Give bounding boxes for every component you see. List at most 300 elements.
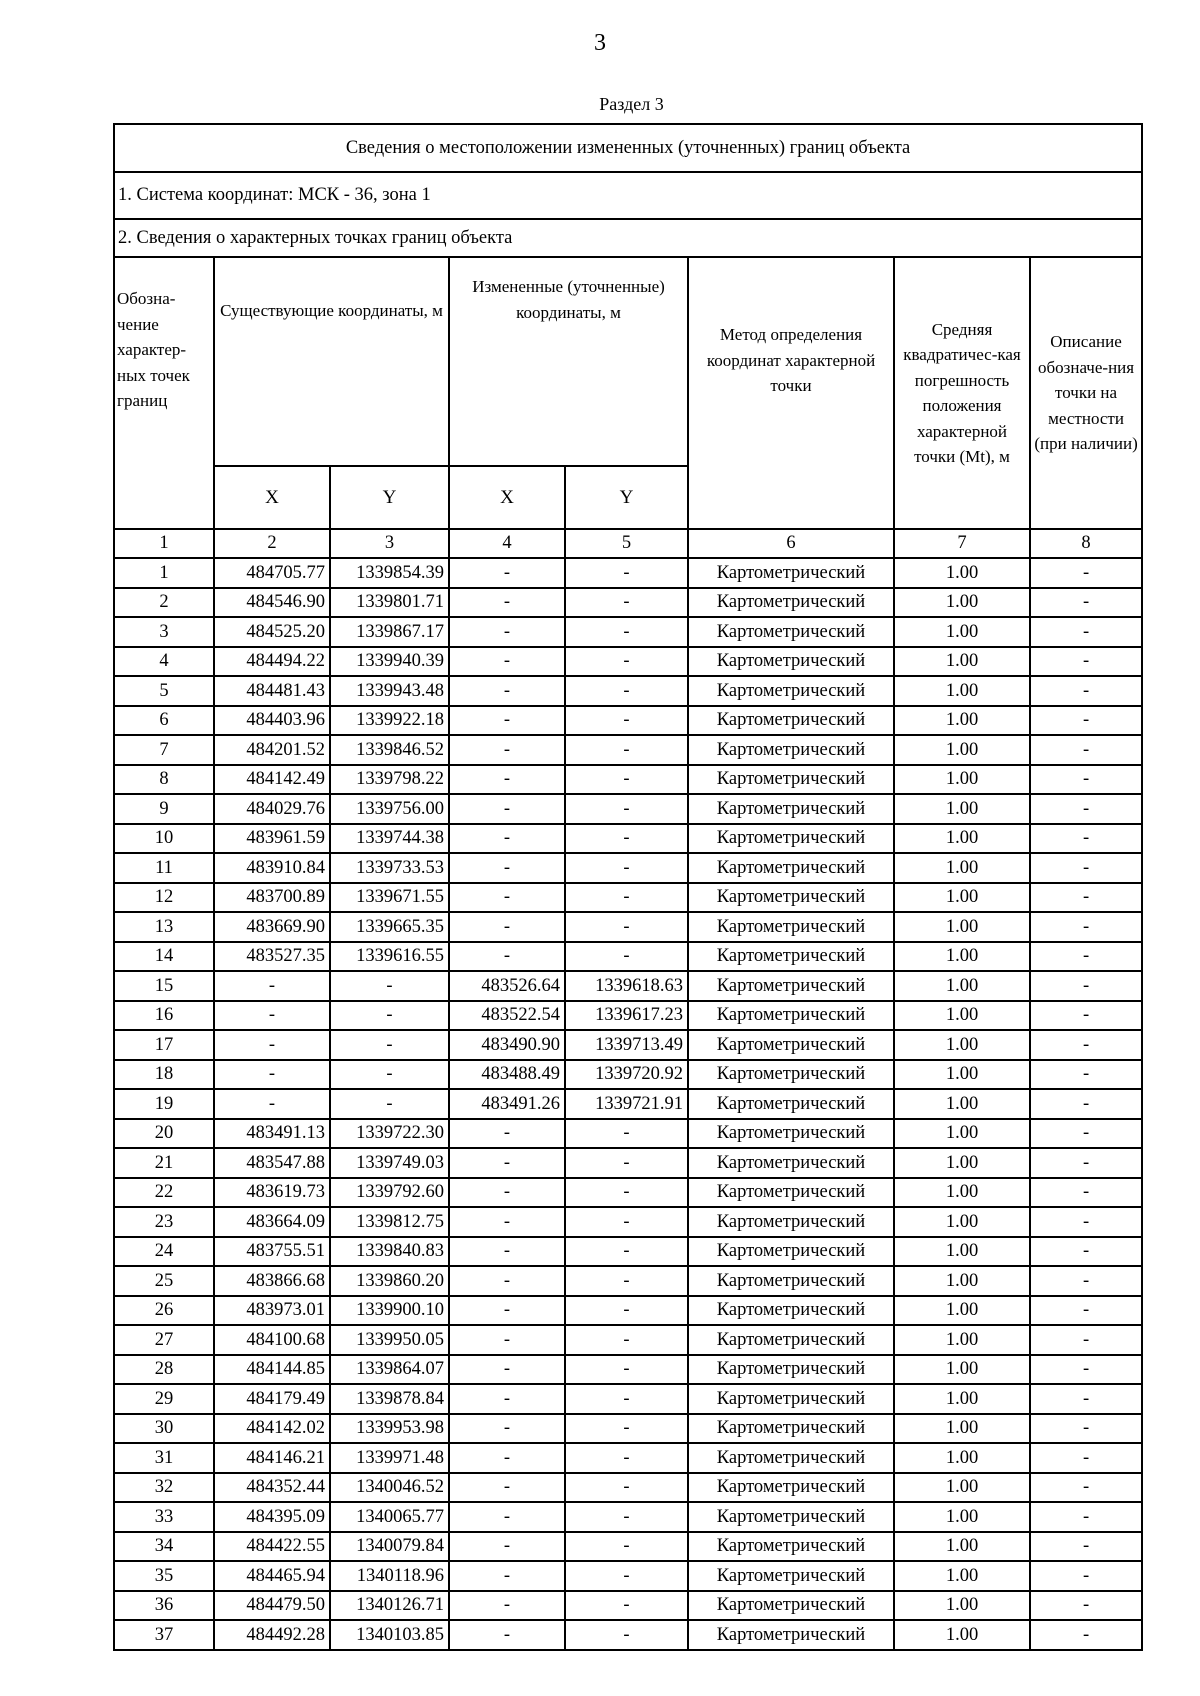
error-mt-cell: 1.00 — [894, 912, 1030, 942]
method-cell: Картометрический — [688, 1325, 894, 1355]
existing-y-cell: 1340046.52 — [330, 1473, 449, 1503]
changed-x-cell: - — [449, 824, 565, 854]
description-cell: - — [1030, 824, 1142, 854]
existing-x-cell: - — [214, 1001, 330, 1031]
existing-y-cell: 1339950.05 — [330, 1325, 449, 1355]
point-number-cell: 14 — [114, 942, 214, 972]
error-mt-cell: 1.00 — [894, 1620, 1030, 1650]
existing-x-cell: 484100.68 — [214, 1325, 330, 1355]
existing-x-cell: 484146.21 — [214, 1443, 330, 1473]
changed-x-cell: - — [449, 765, 565, 795]
description-cell: - — [1030, 883, 1142, 913]
existing-y-cell: 1339749.03 — [330, 1148, 449, 1178]
error-mt-cell: 1.00 — [894, 1532, 1030, 1562]
description-cell: - — [1030, 1561, 1142, 1591]
method-cell: Картометрический — [688, 617, 894, 647]
page-number: 3 — [594, 30, 606, 56]
error-mt-cell: 1.00 — [894, 1296, 1030, 1326]
changed-y-cell: - — [565, 1148, 688, 1178]
changed-x-cell: - — [449, 1237, 565, 1267]
changed-x-cell: - — [449, 647, 565, 677]
existing-x-cell: 483910.84 — [214, 853, 330, 883]
description-cell: - — [1030, 617, 1142, 647]
header-description: Описание обозначе-ния точки на местности (при наличии) — [1030, 257, 1142, 529]
table-row — [114, 588, 1142, 618]
changed-x-cell: - — [449, 1325, 565, 1355]
method-cell: Картометрический — [688, 1502, 894, 1532]
column-number: 7 — [894, 529, 1030, 558]
existing-x-cell: 483669.90 — [214, 912, 330, 942]
changed-y-cell: - — [565, 1266, 688, 1296]
changed-y-cell: - — [565, 1502, 688, 1532]
method-cell: Картометрический — [688, 824, 894, 854]
description-cell: - — [1030, 1178, 1142, 1208]
changed-x-cell: - — [449, 942, 565, 972]
description-cell: - — [1030, 706, 1142, 736]
error-mt-cell: 1.00 — [894, 971, 1030, 1001]
error-mt-cell: 1.00 — [894, 794, 1030, 824]
point-number-cell: 11 — [114, 853, 214, 883]
error-mt-cell: 1.00 — [894, 765, 1030, 795]
point-number-cell: 26 — [114, 1296, 214, 1326]
table-row — [114, 1355, 1142, 1385]
changed-y-cell: - — [565, 1237, 688, 1267]
existing-y-cell: 1339940.39 — [330, 647, 449, 677]
point-number-cell: 34 — [114, 1532, 214, 1562]
method-cell: Картометрический — [688, 794, 894, 824]
description-cell: - — [1030, 1620, 1142, 1650]
point-number-cell: 15 — [114, 971, 214, 1001]
changed-y-cell: - — [565, 1532, 688, 1562]
table-row — [114, 1473, 1142, 1503]
existing-y-cell: 1339733.53 — [330, 853, 449, 883]
table-row — [114, 647, 1142, 677]
description-cell: - — [1030, 1532, 1142, 1562]
point-number-cell: 19 — [114, 1089, 214, 1119]
method-cell: Картометрический — [688, 942, 894, 972]
point-number-cell: 20 — [114, 1119, 214, 1149]
existing-y-cell: 1339867.17 — [330, 617, 449, 647]
description-cell: - — [1030, 1414, 1142, 1444]
method-cell: Картометрический — [688, 1532, 894, 1562]
changed-y-cell: - — [565, 1443, 688, 1473]
existing-y-cell: 1339971.48 — [330, 1443, 449, 1473]
table-row — [114, 1561, 1142, 1591]
header-error: Средняя квадратичес-кая погрешность положения характерной точки (Mt), м — [894, 257, 1030, 529]
existing-y-cell: 1339798.22 — [330, 765, 449, 795]
method-cell: Картометрический — [688, 1591, 894, 1621]
method-cell: Картометрический — [688, 706, 894, 736]
existing-y-cell: 1340118.96 — [330, 1561, 449, 1591]
method-cell: Картометрический — [688, 1119, 894, 1149]
changed-x-cell: - — [449, 735, 565, 765]
changed-y-cell: - — [565, 883, 688, 913]
point-number-cell: 29 — [114, 1384, 214, 1414]
point-number-cell: 32 — [114, 1473, 214, 1503]
method-cell: Картометрический — [688, 1207, 894, 1237]
table-title: Сведения о местоположении измененных (уточненных) границ объекта — [114, 124, 1142, 172]
method-cell: Картометрический — [688, 1473, 894, 1503]
existing-y-cell: 1339756.00 — [330, 794, 449, 824]
existing-x-cell: 484201.52 — [214, 735, 330, 765]
existing-y-cell: 1340103.85 — [330, 1620, 449, 1650]
changed-y-cell: - — [565, 1620, 688, 1650]
existing-x-cell: 484705.77 — [214, 558, 330, 588]
existing-y-cell: 1339744.38 — [330, 824, 449, 854]
changed-y-cell: 1339618.63 — [565, 971, 688, 1001]
method-cell: Картометрический — [688, 1355, 894, 1385]
description-cell: - — [1030, 558, 1142, 588]
table-row — [114, 794, 1142, 824]
changed-y-cell: 1339617.23 — [565, 1001, 688, 1031]
changed-y-cell: - — [565, 1296, 688, 1326]
changed-y-cell: - — [565, 588, 688, 618]
changed-x-cell: 483522.54 — [449, 1001, 565, 1031]
header-changed-coordinates: Измененные (уточненные) координаты, м — [449, 257, 688, 466]
error-mt-cell: 1.00 — [894, 1266, 1030, 1296]
column-number: 6 — [688, 529, 894, 558]
point-number-cell: 28 — [114, 1355, 214, 1385]
table-row — [114, 1178, 1142, 1208]
error-mt-cell: 1.00 — [894, 558, 1030, 588]
existing-y-cell: 1339801.71 — [330, 588, 449, 618]
method-cell: Картометрический — [688, 1001, 894, 1031]
boundary-points-table — [113, 123, 1143, 1651]
changed-x-cell: - — [449, 1532, 565, 1562]
point-number-cell: 6 — [114, 706, 214, 736]
changed-y-cell: - — [565, 1325, 688, 1355]
point-number-cell: 35 — [114, 1561, 214, 1591]
changed-x-cell: - — [449, 617, 565, 647]
existing-y-cell: - — [330, 1089, 449, 1119]
point-number-cell: 25 — [114, 1266, 214, 1296]
error-mt-cell: 1.00 — [894, 853, 1030, 883]
existing-x-cell: 484179.49 — [214, 1384, 330, 1414]
table-row — [114, 676, 1142, 706]
description-cell: - — [1030, 765, 1142, 795]
error-mt-cell: 1.00 — [894, 1001, 1030, 1031]
changed-y-cell: - — [565, 1119, 688, 1149]
description-cell: - — [1030, 1001, 1142, 1031]
changed-y-cell: - — [565, 1384, 688, 1414]
table-row — [114, 912, 1142, 942]
point-number-cell: 33 — [114, 1502, 214, 1532]
changed-y-cell: 1339721.91 — [565, 1089, 688, 1119]
existing-x-cell: 483755.51 — [214, 1237, 330, 1267]
column-number: 1 — [114, 529, 214, 558]
error-mt-cell: 1.00 — [894, 1325, 1030, 1355]
changed-y-cell: - — [565, 1178, 688, 1208]
changed-x-cell: - — [449, 1561, 565, 1591]
description-cell: - — [1030, 1119, 1142, 1149]
point-number-cell: 4 — [114, 647, 214, 677]
changed-x-cell: - — [449, 1473, 565, 1503]
existing-x-cell: - — [214, 1089, 330, 1119]
error-mt-cell: 1.00 — [894, 647, 1030, 677]
table-row — [114, 1384, 1142, 1414]
method-cell: Картометрический — [688, 971, 894, 1001]
existing-y-cell: - — [330, 971, 449, 1001]
table-row — [114, 1119, 1142, 1149]
method-cell: Картометрический — [688, 1089, 894, 1119]
point-number-cell: 27 — [114, 1325, 214, 1355]
changed-x-cell: - — [449, 1296, 565, 1326]
description-cell: - — [1030, 1296, 1142, 1326]
existing-x-cell: 484352.44 — [214, 1473, 330, 1503]
existing-x-cell: 484142.02 — [214, 1414, 330, 1444]
table-row — [114, 1591, 1142, 1621]
error-mt-cell: 1.00 — [894, 1178, 1030, 1208]
changed-x-cell: - — [449, 1443, 565, 1473]
description-cell: - — [1030, 853, 1142, 883]
changed-x-cell: - — [449, 1591, 565, 1621]
point-number-cell: 1 — [114, 558, 214, 588]
point-number-cell: 16 — [114, 1001, 214, 1031]
method-cell: Картометрический — [688, 588, 894, 618]
existing-x-cell: 484403.96 — [214, 706, 330, 736]
changed-x-cell: - — [449, 1148, 565, 1178]
existing-x-cell: 484465.94 — [214, 1561, 330, 1591]
table-row — [114, 883, 1142, 913]
table-row — [114, 558, 1142, 588]
table-row — [114, 824, 1142, 854]
changed-x-cell: 483491.26 — [449, 1089, 565, 1119]
changed-x-cell: - — [449, 676, 565, 706]
existing-x-cell: 483973.01 — [214, 1296, 330, 1326]
error-mt-cell: 1.00 — [894, 1502, 1030, 1532]
point-number-cell: 9 — [114, 794, 214, 824]
changed-x-cell: - — [449, 558, 565, 588]
method-cell: Картометрический — [688, 1178, 894, 1208]
existing-x-cell: 483961.59 — [214, 824, 330, 854]
existing-y-cell: 1339812.75 — [330, 1207, 449, 1237]
changed-x-cell: - — [449, 1207, 565, 1237]
changed-y-cell: - — [565, 558, 688, 588]
error-mt-cell: 1.00 — [894, 1089, 1030, 1119]
existing-y-cell: 1339864.07 — [330, 1355, 449, 1385]
existing-x-cell: 484525.20 — [214, 617, 330, 647]
point-number-cell: 37 — [114, 1620, 214, 1650]
changed-y-cell: - — [565, 824, 688, 854]
existing-y-cell: 1339671.55 — [330, 883, 449, 913]
existing-x-cell: 484422.55 — [214, 1532, 330, 1562]
existing-x-cell: 484481.43 — [214, 676, 330, 706]
existing-y-cell: 1339616.55 — [330, 942, 449, 972]
header-existing-coordinates: Существующие координаты, м — [214, 257, 449, 466]
existing-x-cell: - — [214, 1060, 330, 1090]
description-cell: - — [1030, 1148, 1142, 1178]
description-cell: - — [1030, 1473, 1142, 1503]
existing-x-cell: 484479.50 — [214, 1591, 330, 1621]
existing-x-cell: 483491.13 — [214, 1119, 330, 1149]
changed-x-cell: - — [449, 1119, 565, 1149]
changed-y-cell: - — [565, 1355, 688, 1385]
existing-x-cell: - — [214, 1030, 330, 1060]
table-row — [114, 1296, 1142, 1326]
point-number-cell: 31 — [114, 1443, 214, 1473]
changed-y-cell: - — [565, 1473, 688, 1503]
existing-x-cell: 483527.35 — [214, 942, 330, 972]
point-number-cell: 23 — [114, 1207, 214, 1237]
point-number-cell: 2 — [114, 588, 214, 618]
changed-y-cell: - — [565, 1591, 688, 1621]
description-cell: - — [1030, 1502, 1142, 1532]
method-cell: Картометрический — [688, 853, 894, 883]
point-number-cell: 17 — [114, 1030, 214, 1060]
existing-y-cell: - — [330, 1001, 449, 1031]
method-cell: Картометрический — [688, 647, 894, 677]
existing-x-cell: 484395.09 — [214, 1502, 330, 1532]
column-number: 3 — [330, 529, 449, 558]
point-number-cell: 21 — [114, 1148, 214, 1178]
error-mt-cell: 1.00 — [894, 1414, 1030, 1444]
description-cell: - — [1030, 912, 1142, 942]
changed-y-cell: - — [565, 794, 688, 824]
table-row — [114, 1207, 1142, 1237]
error-mt-cell: 1.00 — [894, 1443, 1030, 1473]
description-cell: - — [1030, 647, 1142, 677]
description-cell: - — [1030, 1591, 1142, 1621]
method-cell: Картометрический — [688, 1148, 894, 1178]
existing-y-cell: 1339953.98 — [330, 1414, 449, 1444]
point-number-cell: 7 — [114, 735, 214, 765]
method-cell: Картометрический — [688, 1296, 894, 1326]
point-number-cell: 22 — [114, 1178, 214, 1208]
table-row — [114, 853, 1142, 883]
table-row — [114, 1148, 1142, 1178]
existing-x-cell: 483866.68 — [214, 1266, 330, 1296]
column-number: 8 — [1030, 529, 1142, 558]
existing-x-cell: 484492.28 — [214, 1620, 330, 1650]
changed-y-cell: - — [565, 647, 688, 677]
description-cell: - — [1030, 735, 1142, 765]
table-row — [114, 1089, 1142, 1119]
changed-x-cell: - — [449, 1620, 565, 1650]
point-number-cell: 10 — [114, 824, 214, 854]
description-cell: - — [1030, 971, 1142, 1001]
header-existing-x: X — [214, 466, 330, 529]
method-cell: Картометрический — [688, 765, 894, 795]
method-cell: Картометрический — [688, 912, 894, 942]
changed-x-cell: - — [449, 706, 565, 736]
header-method: Метод определения координат характерной точки — [688, 257, 894, 529]
description-cell: - — [1030, 1060, 1142, 1090]
changed-y-cell: 1339720.92 — [565, 1060, 688, 1090]
existing-x-cell: 484494.22 — [214, 647, 330, 677]
point-number-cell: 24 — [114, 1237, 214, 1267]
method-cell: Картометрический — [688, 1237, 894, 1267]
description-cell: - — [1030, 676, 1142, 706]
existing-y-cell: 1339665.35 — [330, 912, 449, 942]
table-row — [114, 735, 1142, 765]
error-mt-cell: 1.00 — [894, 942, 1030, 972]
error-mt-cell: 1.00 — [894, 1148, 1030, 1178]
error-mt-cell: 1.00 — [894, 1060, 1030, 1090]
method-cell: Картометрический — [688, 1561, 894, 1591]
description-cell: - — [1030, 1384, 1142, 1414]
column-number: 4 — [449, 529, 565, 558]
changed-x-cell: 483490.90 — [449, 1030, 565, 1060]
changed-x-cell: - — [449, 1355, 565, 1385]
error-mt-cell: 1.00 — [894, 1030, 1030, 1060]
description-cell: - — [1030, 1355, 1142, 1385]
method-cell: Картометрический — [688, 1266, 894, 1296]
existing-y-cell: 1339854.39 — [330, 558, 449, 588]
error-mt-cell: 1.00 — [894, 1384, 1030, 1414]
section-title: Раздел 3 — [599, 94, 664, 114]
table-row — [114, 617, 1142, 647]
changed-y-cell: - — [565, 1207, 688, 1237]
existing-x-cell: 484029.76 — [214, 794, 330, 824]
existing-y-cell: 1339943.48 — [330, 676, 449, 706]
method-cell: Картометрический — [688, 1443, 894, 1473]
existing-x-cell: - — [214, 971, 330, 1001]
table-row — [114, 1060, 1142, 1090]
table-row — [114, 1502, 1142, 1532]
method-cell: Картометрический — [688, 735, 894, 765]
header-designation: Обозна-чение характер-ных точек границ — [114, 257, 214, 529]
error-mt-cell: 1.00 — [894, 1237, 1030, 1267]
error-mt-cell: 1.00 — [894, 1355, 1030, 1385]
changed-x-cell: - — [449, 883, 565, 913]
points-heading: 2. Сведения о характерных точках границ объекта — [114, 219, 1142, 257]
changed-y-cell: - — [565, 676, 688, 706]
column-number: 5 — [565, 529, 688, 558]
header-existing-y: Y — [330, 466, 449, 529]
existing-y-cell: 1339878.84 — [330, 1384, 449, 1414]
point-number-cell: 36 — [114, 1591, 214, 1621]
description-cell: - — [1030, 1237, 1142, 1267]
changed-x-cell: - — [449, 1414, 565, 1444]
table-row — [114, 706, 1142, 736]
changed-x-cell: - — [449, 1502, 565, 1532]
point-number-cell: 12 — [114, 883, 214, 913]
coordinate-system: 1. Система координат: МСК - 36, зона 1 — [114, 172, 1142, 219]
table-row — [114, 1532, 1142, 1562]
point-number-cell: 18 — [114, 1060, 214, 1090]
method-cell: Картометрический — [688, 1060, 894, 1090]
description-cell: - — [1030, 1089, 1142, 1119]
existing-y-cell: 1339900.10 — [330, 1296, 449, 1326]
changed-y-cell: - — [565, 1414, 688, 1444]
changed-x-cell: - — [449, 912, 565, 942]
description-cell: - — [1030, 1325, 1142, 1355]
table-row — [114, 1030, 1142, 1060]
changed-y-cell: - — [565, 912, 688, 942]
method-cell: Картометрический — [688, 1384, 894, 1414]
table-row — [114, 1325, 1142, 1355]
table-row — [114, 1443, 1142, 1473]
existing-x-cell: 484546.90 — [214, 588, 330, 618]
error-mt-cell: 1.00 — [894, 706, 1030, 736]
existing-x-cell: 483547.88 — [214, 1148, 330, 1178]
column-numbers-row — [114, 529, 1142, 558]
method-cell: Картометрический — [688, 676, 894, 706]
table-row — [114, 971, 1142, 1001]
existing-y-cell: - — [330, 1030, 449, 1060]
changed-y-cell: - — [565, 942, 688, 972]
description-cell: - — [1030, 942, 1142, 972]
existing-y-cell: 1339860.20 — [330, 1266, 449, 1296]
error-mt-cell: 1.00 — [894, 676, 1030, 706]
changed-y-cell: - — [565, 706, 688, 736]
table-row — [114, 765, 1142, 795]
changed-x-cell: - — [449, 794, 565, 824]
changed-y-cell: - — [565, 853, 688, 883]
column-number: 2 — [214, 529, 330, 558]
header-changed-y: Y — [565, 466, 688, 529]
changed-x-cell: - — [449, 588, 565, 618]
